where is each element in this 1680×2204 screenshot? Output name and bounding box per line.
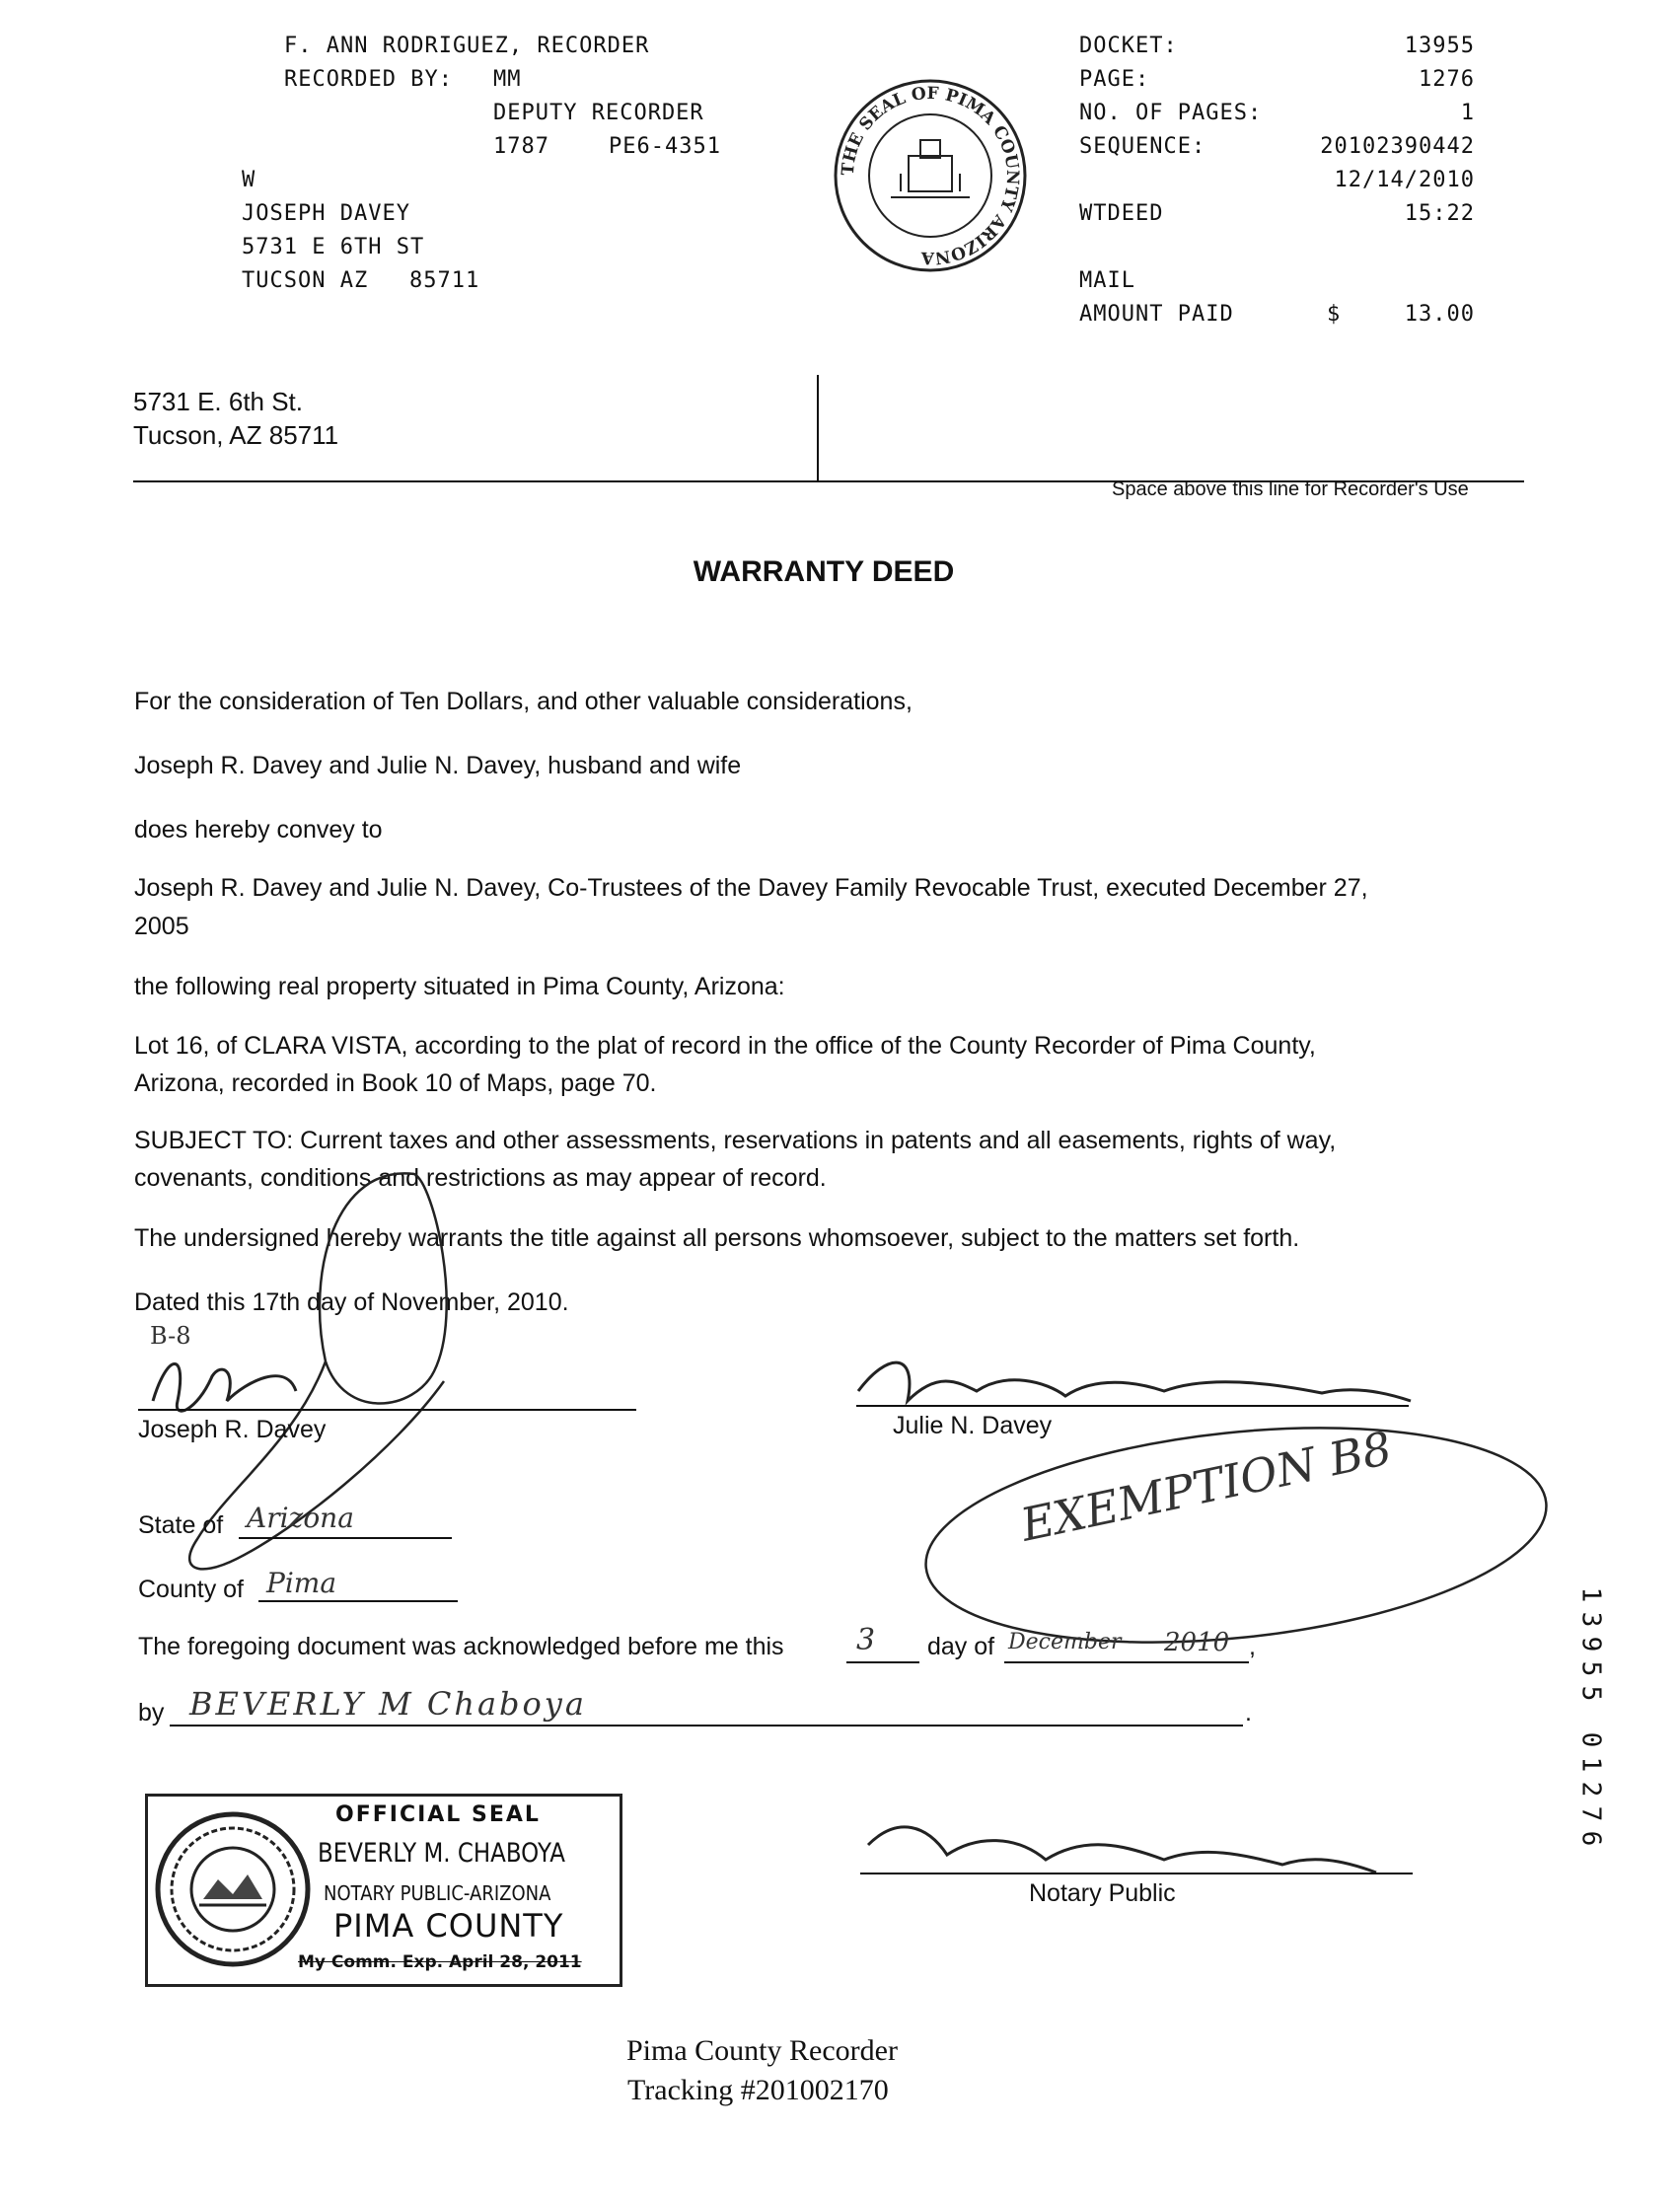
grantees-line-2: 2005	[134, 913, 189, 940]
notary-signature	[868, 1827, 1376, 1873]
seal-heading: OFFICIAL SEAL	[335, 1802, 541, 1827]
return-street: 5731 E 6TH ST	[242, 235, 425, 259]
deputy-recorder: DEPUTY RECORDER	[493, 101, 704, 125]
pages-value: 1	[1460, 101, 1475, 125]
margin-note-b8: B-8	[150, 1322, 191, 1350]
address-box-divider	[817, 375, 819, 481]
amount-paid-value: 13.00	[1404, 302, 1475, 327]
side-stamp-digit: 3	[1575, 1611, 1606, 1628]
amount-paid-label: AMOUNT PAID	[1079, 302, 1234, 327]
county-line	[258, 1600, 458, 1602]
day-of-text: day of	[927, 1633, 995, 1660]
footer-recorder: Pima County Recorder	[626, 2034, 898, 2067]
signature-julie-davey	[858, 1362, 1411, 1401]
notary-public-label: Notary Public	[1029, 1879, 1176, 1907]
document-type: WTDEED	[1079, 201, 1164, 226]
property-intro: the following real property situated in Pima County, Arizona:	[134, 973, 785, 1000]
seal-commission-expiry: My Comm. Exp. April 28, 2011	[298, 1952, 582, 1972]
sequence-value: 20102390442	[1320, 134, 1475, 159]
warranty-clause: The undersigned hereby warrants the title against all persons whomsoever, subject to the matters set forth.	[134, 1224, 1300, 1252]
recorder-use-note: Space above this line for Recorder's Use	[1112, 478, 1469, 500]
notary-signature-line	[860, 1873, 1413, 1874]
ack-day: 3	[856, 1623, 876, 1657]
docket-value: 13955	[1404, 34, 1475, 58]
pages-label: NO. OF PAGES:	[1079, 101, 1263, 125]
address-line-1: 5731 E. 6th St.	[133, 387, 304, 416]
side-stamp-digit: 7	[1575, 1805, 1606, 1822]
signature-joseph-davey	[153, 1364, 296, 1412]
exemption-note: EXEMPTION B8	[1016, 1421, 1397, 1552]
deputy-code-1: 1787	[493, 134, 549, 159]
ack-day-line	[846, 1661, 919, 1663]
by-label: by	[138, 1699, 165, 1726]
side-stamp-number	[1576, 1582, 1604, 1851]
svg-text:THE SEAL OF PIMA COUNTY ARIZON	[839, 84, 1022, 267]
seal-notary-title: NOTARY PUBLIC-ARIZONA	[324, 1881, 551, 1905]
legal-description-line-2: Arizona, recorded in Book 10 of Maps, page 70.	[134, 1069, 657, 1097]
county-value: Pima	[266, 1567, 337, 1599]
side-stamp-digit: 1	[1575, 1586, 1606, 1603]
ack-date-line	[1004, 1661, 1249, 1663]
docket-label: DOCKET:	[1079, 34, 1178, 58]
state-line	[239, 1537, 452, 1539]
side-stamp-digit: 9	[1575, 1636, 1606, 1653]
deed-title: WARRANTY DEED	[693, 555, 955, 588]
subject-to-line-1: SUBJECT TO: Current taxes and other assessments, reservations in patents and all easements, rights of way,	[134, 1127, 1337, 1154]
consideration-clause: For the consideration of Ten Dollars, and other valuable considerations,	[134, 688, 913, 715]
grantees-line-1: Joseph R. Davey and Julie N. Davey, Co-Trustees of the Davey Family Revocable Trust, executed December 27,	[134, 874, 1368, 902]
return-city: TUCSON AZ	[242, 268, 369, 293]
signer-2-name: Julie N. Davey	[893, 1412, 1053, 1439]
by-period: .	[1245, 1699, 1252, 1726]
return-zip: 85711	[409, 268, 480, 293]
signer-1-name: Joseph R. Davey	[138, 1416, 327, 1443]
by-line	[170, 1725, 1243, 1726]
footer-tracking: Tracking #201002170	[627, 2074, 889, 2106]
county-label: County of	[138, 1576, 245, 1603]
ack-month: December	[1008, 1630, 1122, 1654]
convey-clause: does hereby convey to	[134, 816, 383, 844]
subject-to-line-2: covenants, conditions and restrictions as may appear of record.	[134, 1164, 827, 1192]
seal-notary-name: BEVERLY M. CHABOYA	[318, 1838, 565, 1869]
page-label: PAGE:	[1079, 67, 1150, 92]
w-marker: W	[242, 168, 256, 192]
side-stamp-digit: 0	[1575, 1731, 1606, 1748]
grantors: Joseph R. Davey and Julie N. Davey, husband and wife	[134, 752, 742, 779]
ack-comma: ,	[1249, 1633, 1256, 1660]
side-stamp-digit: 5	[1575, 1685, 1606, 1702]
seal-county: PIMA COUNTY	[333, 1907, 564, 1945]
side-stamp-digit: 2	[1575, 1781, 1606, 1798]
seal-graphic	[832, 77, 1029, 274]
recorded-by-label: RECORDED BY:	[284, 67, 453, 92]
mail-label: MAIL	[1079, 268, 1135, 293]
pima-county-seal	[832, 77, 1029, 274]
page-value: 1276	[1419, 67, 1475, 92]
acknowledged-by: BEVERLY M Chaboya	[189, 1685, 587, 1723]
recorded-by-value: MM	[493, 67, 522, 92]
state-value: Arizona	[247, 1502, 354, 1534]
dated-line: Dated this 17th day of November, 2010.	[134, 1288, 569, 1316]
ack-year: 2010	[1164, 1628, 1230, 1657]
recording-time: 15:22	[1404, 201, 1475, 226]
state-label: State of	[138, 1511, 224, 1539]
notary-official-seal	[145, 1794, 622, 1987]
recording-date: 12/14/2010	[1334, 168, 1475, 192]
signature-line-2	[856, 1405, 1409, 1407]
acknowledgment-text: The foregoing document was acknowledged before me this	[138, 1633, 784, 1660]
seal-ring-text: THE SEAL OF PIMA COUNTY ARIZONA	[838, 83, 1023, 268]
return-name: JOSEPH DAVEY	[242, 201, 410, 226]
currency-symbol: $	[1327, 302, 1342, 327]
deputy-code-2: PE6-4351	[609, 134, 721, 159]
address-line-2: Tucson, AZ 85711	[133, 420, 339, 450]
side-stamp-digit: 6	[1575, 1830, 1606, 1847]
signature-line-1	[138, 1409, 636, 1411]
recorder-name: F. ANN RODRIGUEZ, RECORDER	[284, 34, 650, 58]
sequence-label: SEQUENCE:	[1079, 134, 1206, 159]
arizona-state-seal-icon	[154, 1810, 312, 1968]
side-stamp-digit: 5	[1575, 1660, 1606, 1677]
side-stamp-digit: 1	[1575, 1756, 1606, 1773]
legal-description-line-1: Lot 16, of CLARA VISTA, according to the plat of record in the office of the County Recorder of Pima County,	[134, 1032, 1316, 1060]
